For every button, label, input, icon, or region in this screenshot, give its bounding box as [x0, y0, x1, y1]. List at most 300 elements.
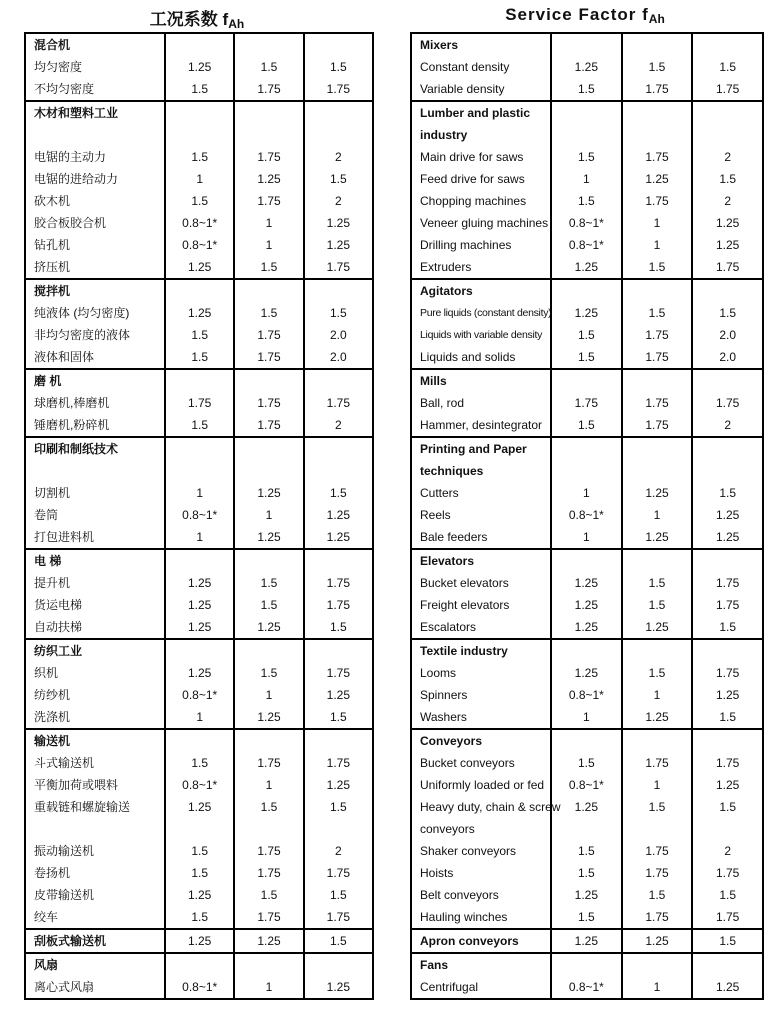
table-section: [26, 102, 372, 280]
factor-value: 1.5: [621, 594, 692, 616]
factor-value: [233, 640, 302, 662]
table-row: [412, 438, 762, 460]
factor-value: 1.25: [621, 930, 692, 952]
table-section: [412, 370, 762, 438]
factor-value: [691, 370, 762, 392]
table-section: [26, 34, 372, 102]
factor-value: 1.75: [233, 840, 302, 862]
table-row: [26, 550, 372, 572]
table-row: [412, 346, 762, 368]
table-row: [412, 594, 762, 616]
factor-value: [303, 370, 372, 392]
row-label: 自动扶梯: [34, 620, 83, 634]
factor-value: 1.5: [303, 482, 372, 504]
row-label: Ball, rod: [420, 396, 465, 410]
factor-value: 1: [621, 504, 692, 526]
factor-value: [691, 640, 762, 662]
category-label: 磨 机: [34, 374, 62, 388]
row-label: [26, 818, 164, 840]
table-row: [412, 392, 762, 414]
table-row: [412, 302, 762, 324]
factor-value: 2: [303, 414, 372, 436]
table-row: [26, 572, 372, 594]
table-section: [412, 438, 762, 550]
factor-value: 0.8~1*: [550, 774, 621, 796]
factor-value: 1.25: [691, 504, 762, 526]
factor-value: [621, 640, 692, 662]
factor-value: 1.25: [233, 526, 302, 548]
table-row: [26, 954, 372, 976]
factor-value: [303, 280, 372, 302]
factor-value: 1.5: [550, 414, 621, 436]
table-row: [412, 324, 762, 346]
factor-value: 1.75: [550, 392, 621, 414]
factor-value: [691, 280, 762, 302]
factor-value: 1.5: [164, 840, 233, 862]
table-row: [412, 550, 762, 572]
factor-value: 1.75: [691, 78, 762, 100]
factor-value: 1.75: [303, 752, 372, 774]
table-row: [26, 526, 372, 548]
table-section: [412, 640, 762, 730]
factor-value: 1.75: [621, 840, 692, 862]
factor-value: 1: [164, 706, 233, 728]
factor-value: 1.25: [550, 662, 621, 684]
row-label: Pure liquids (constant density): [420, 307, 552, 319]
factor-value: [691, 954, 762, 976]
factor-value: [303, 124, 372, 146]
factor-value: 1.75: [621, 346, 692, 368]
row-label: 纯液体 (均匀密度): [34, 306, 130, 320]
table-row: [26, 662, 372, 684]
row-label: Variable density: [420, 82, 505, 96]
factor-value: 1.5: [303, 56, 372, 78]
right-table-title-text: Service Factor f: [505, 5, 649, 24]
row-label: Reels: [420, 508, 451, 522]
row-label: Escalators: [420, 620, 477, 634]
factor-value: 1.5: [233, 884, 302, 906]
right-table-title: [410, 5, 760, 26]
table-row: [26, 706, 372, 728]
left-table-title: [24, 5, 370, 31]
factor-value: 1.25: [233, 482, 302, 504]
factor-value: 1.75: [233, 752, 302, 774]
category-label: Mills: [420, 374, 447, 388]
table-row: [412, 752, 762, 774]
factor-value: 1.5: [691, 796, 762, 818]
factor-value: 1.75: [621, 752, 692, 774]
table-row: [26, 146, 372, 168]
factor-value: 1.5: [621, 662, 692, 684]
factor-value: 1.75: [691, 572, 762, 594]
factor-value: 1.5: [691, 616, 762, 638]
factor-value: 1.25: [550, 594, 621, 616]
table-section: [26, 280, 372, 370]
factor-value: [233, 34, 302, 56]
factor-value: [164, 818, 233, 840]
row-label: Heavy duty, chain & screw: [420, 800, 561, 814]
row-label: 切割机: [34, 486, 71, 500]
table-row: [26, 730, 372, 752]
row-label: Constant density: [420, 60, 510, 74]
factor-value: 1.5: [233, 56, 302, 78]
table-section: [412, 34, 762, 102]
factor-value: 1.75: [621, 906, 692, 928]
category-label: 印刷和制纸技术: [34, 442, 119, 456]
table-row: [26, 124, 372, 146]
factor-value: [691, 438, 762, 460]
factor-value: 1: [164, 482, 233, 504]
factor-value: 1.75: [233, 324, 302, 346]
factor-value: 1.5: [164, 190, 233, 212]
row-label: 电锯的进给动力: [34, 172, 119, 186]
table-row: [26, 884, 372, 906]
category-label: techniques: [420, 464, 484, 478]
row-label: Drilling machines: [420, 238, 512, 252]
factor-value: 1.5: [691, 302, 762, 324]
row-label: Chopping machines: [420, 194, 527, 208]
table-row: [412, 78, 762, 100]
factor-value: [164, 34, 233, 56]
factor-value: 1.5: [621, 256, 692, 278]
factor-value: [691, 124, 762, 146]
factor-value: 1.75: [303, 906, 372, 928]
factor-value: 1.25: [550, 256, 621, 278]
row-label: Liquids with variable density: [420, 329, 543, 341]
row-label: Looms: [420, 666, 457, 680]
row-label: 洗涤机: [34, 710, 71, 724]
factor-value: 1.25: [164, 884, 233, 906]
table-row: [26, 796, 372, 818]
factor-value: 1.5: [303, 706, 372, 728]
category-label: 木材和塑料工业: [34, 106, 119, 120]
factor-value: 0.8~1*: [164, 504, 233, 526]
row-label: 斗式输送机: [34, 756, 95, 770]
table-row: [26, 504, 372, 526]
factor-value: [303, 954, 372, 976]
factor-value: 1.5: [550, 840, 621, 862]
factor-value: 1.25: [691, 212, 762, 234]
factor-value: 1.5: [691, 482, 762, 504]
factor-value: 1.25: [164, 662, 233, 684]
factor-value: 1: [233, 684, 302, 706]
factor-value: [550, 730, 621, 752]
factor-value: [233, 818, 302, 840]
factor-value: 1.25: [621, 706, 692, 728]
row-label: 均匀密度: [34, 60, 83, 74]
factor-value: 1.25: [164, 256, 233, 278]
factor-value: 1.5: [164, 862, 233, 884]
table-section: [26, 730, 372, 930]
factor-value: 2.0: [303, 346, 372, 368]
row-label: Main drive for saws: [420, 150, 524, 164]
factor-value: 1.5: [621, 302, 692, 324]
factor-value: 1.25: [164, 796, 233, 818]
table-row: [412, 460, 762, 482]
factor-value: 1.75: [691, 752, 762, 774]
factor-value: [164, 280, 233, 302]
factor-value: 1.5: [303, 796, 372, 818]
category-label: Conveyors: [420, 734, 483, 748]
table-row: [26, 212, 372, 234]
table-row: [26, 752, 372, 774]
factor-value: [550, 550, 621, 572]
row-label: 货运电梯: [34, 598, 83, 612]
row-label: 不均匀密度: [34, 82, 95, 96]
factor-value: 1.75: [233, 146, 302, 168]
factor-value: 1.25: [550, 572, 621, 594]
table-row: [412, 684, 762, 706]
factor-value: 1: [621, 976, 692, 998]
factor-value: 1.75: [621, 190, 692, 212]
category-label: Lumber and plastic: [420, 106, 531, 120]
factor-value: 1.25: [550, 884, 621, 906]
table-row: [26, 906, 372, 928]
factor-value: 1.25: [691, 234, 762, 256]
factor-value: 2: [303, 840, 372, 862]
table-row: [26, 234, 372, 256]
table-row: [26, 102, 372, 124]
table-row: [412, 862, 762, 884]
factor-value: [621, 370, 692, 392]
factor-value: 1: [550, 706, 621, 728]
table-row: [412, 840, 762, 862]
factor-value: 1.25: [164, 572, 233, 594]
row-label: 球磨机,棒磨机: [34, 396, 110, 410]
table-row: [26, 594, 372, 616]
factor-value: 1.75: [303, 256, 372, 278]
factor-value: 0.8~1*: [550, 212, 621, 234]
row-label: 纺纱机: [34, 688, 71, 702]
table-row: [412, 818, 762, 840]
factor-value: [691, 460, 762, 482]
table-section: [412, 930, 762, 954]
factor-value: 1.75: [233, 78, 302, 100]
category-label: Apron conveyors: [420, 934, 519, 948]
row-label: 锤磨机,粉碎机: [34, 418, 110, 432]
factor-value: 2.0: [691, 324, 762, 346]
factor-value: 2: [691, 146, 762, 168]
factor-value: 1: [164, 526, 233, 548]
factor-value: 1.5: [164, 752, 233, 774]
table-row: [26, 840, 372, 862]
factor-value: [303, 34, 372, 56]
table-row: [412, 212, 762, 234]
factor-value: 1.75: [621, 78, 692, 100]
table-section: [26, 550, 372, 640]
table-row: [26, 190, 372, 212]
factor-value: 0.8~1*: [550, 976, 621, 998]
factor-value: 1.75: [621, 392, 692, 414]
factor-value: 1.5: [303, 884, 372, 906]
table-row: [26, 684, 372, 706]
row-label: Bucket elevators: [420, 576, 509, 590]
factor-value: 1.25: [621, 168, 692, 190]
table-row: [412, 504, 762, 526]
factor-value: 1.25: [621, 526, 692, 548]
factor-value: 1.5: [233, 796, 302, 818]
factor-value: 1: [621, 684, 692, 706]
factor-value: 1.5: [691, 706, 762, 728]
factor-value: 1.75: [164, 392, 233, 414]
row-label: 钻孔机: [34, 238, 71, 252]
factor-value: 1.75: [621, 862, 692, 884]
factor-value: [550, 460, 621, 482]
factor-value: [621, 550, 692, 572]
table-row: [26, 438, 372, 460]
table-row: [412, 730, 762, 752]
row-label: Spinners: [420, 688, 468, 702]
table-row: [412, 482, 762, 504]
row-label: Washers: [420, 710, 467, 724]
factor-value: 0.8~1*: [164, 234, 233, 256]
factor-value: [233, 438, 302, 460]
factor-value: 1.75: [303, 572, 372, 594]
factor-value: [233, 954, 302, 976]
factor-value: 1.25: [164, 616, 233, 638]
factor-value: 1.25: [233, 930, 302, 952]
row-label: [26, 460, 164, 482]
row-label: 皮带输送机: [34, 888, 95, 902]
factor-value: 1.5: [691, 168, 762, 190]
table-section: [26, 438, 372, 550]
factor-value: 1.5: [164, 346, 233, 368]
table-row: [26, 392, 372, 414]
category-label: 输送机: [34, 734, 71, 748]
table-row: [412, 146, 762, 168]
factor-value: [691, 550, 762, 572]
factor-value: [550, 640, 621, 662]
factor-value: 1.25: [550, 56, 621, 78]
factor-value: 1.5: [164, 146, 233, 168]
factor-value: [233, 102, 302, 124]
factor-value: [233, 460, 302, 482]
table-row: [412, 102, 762, 124]
factor-value: 1.5: [550, 906, 621, 928]
factor-value: [621, 438, 692, 460]
factor-value: [303, 438, 372, 460]
table-row: [412, 168, 762, 190]
factor-value: 0.8~1*: [550, 234, 621, 256]
factor-value: 1.5: [164, 324, 233, 346]
table-row: [26, 346, 372, 368]
table-row: [26, 34, 372, 56]
left-table-title-subscript: Ah: [228, 17, 245, 31]
table-row: [412, 256, 762, 278]
factor-value: 1.5: [233, 594, 302, 616]
factor-value: 1.5: [303, 302, 372, 324]
factor-value: 1.5: [303, 168, 372, 190]
row-label: Hammer, desintegrator: [420, 418, 543, 432]
factor-value: 1: [621, 234, 692, 256]
table-section: [412, 280, 762, 370]
row-label: Cutters: [420, 486, 459, 500]
factor-value: 1.5: [691, 56, 762, 78]
factor-value: 0.8~1*: [164, 976, 233, 998]
factor-value: [621, 124, 692, 146]
factor-value: 1.5: [621, 56, 692, 78]
factor-value: [164, 640, 233, 662]
factor-value: 1: [233, 976, 302, 998]
factor-value: 1.25: [691, 774, 762, 796]
row-label: 离心式风扇: [34, 980, 95, 994]
category-label: Agitators: [420, 284, 473, 298]
table-row: [412, 662, 762, 684]
factor-value: [621, 818, 692, 840]
table-row: [412, 616, 762, 638]
factor-value: 1.25: [164, 302, 233, 324]
factor-value: [164, 370, 233, 392]
factor-value: 1.25: [303, 234, 372, 256]
table-row: [26, 370, 372, 392]
table-section: [412, 102, 762, 280]
factor-value: 1.75: [691, 392, 762, 414]
table-row: [26, 976, 372, 998]
table-section: [26, 640, 372, 730]
row-label: 砍木机: [34, 194, 71, 208]
row-label: 非均匀密度的液体: [34, 328, 131, 342]
factor-value: 1.5: [164, 78, 233, 100]
table-section: [412, 954, 762, 998]
row-label: 挤压机: [34, 260, 71, 274]
table-row: [412, 56, 762, 78]
factor-value: 0.8~1*: [164, 684, 233, 706]
table-row: [26, 460, 372, 482]
factor-value: [621, 460, 692, 482]
factor-value: 1: [621, 212, 692, 234]
row-label: 织机: [34, 666, 59, 680]
category-label: 纺织工业: [34, 644, 83, 658]
table-section: [26, 954, 372, 998]
factor-value: 2.0: [303, 324, 372, 346]
factor-value: 1.5: [233, 256, 302, 278]
factor-value: [164, 438, 233, 460]
factor-value: [621, 954, 692, 976]
table-row: [412, 640, 762, 662]
row-label: 胶合板胶合机: [34, 216, 107, 230]
table-row: [412, 954, 762, 976]
table-row: [26, 302, 372, 324]
factor-value: [164, 954, 233, 976]
row-label: 卷筒: [34, 508, 59, 522]
row-label: conveyors: [420, 822, 475, 836]
factor-value: [233, 370, 302, 392]
factor-value: 1.75: [691, 594, 762, 616]
factor-value: 1.75: [233, 862, 302, 884]
category-label: Mixers: [420, 38, 459, 52]
factor-value: 1: [621, 774, 692, 796]
factor-value: [621, 280, 692, 302]
factor-value: 1.75: [303, 78, 372, 100]
factor-value: 1.5: [550, 346, 621, 368]
table-row: [26, 616, 372, 638]
factor-value: 2: [691, 414, 762, 436]
factor-value: 1.25: [303, 526, 372, 548]
table-row: [412, 34, 762, 56]
table-row: [412, 280, 762, 302]
factor-value: 2: [691, 840, 762, 862]
factor-value: 1.25: [550, 302, 621, 324]
category-label: 搅拌机: [34, 284, 71, 298]
factor-value: 1.25: [164, 56, 233, 78]
factor-value: 1.25: [303, 774, 372, 796]
factor-value: 1: [550, 168, 621, 190]
row-label: Centrifugal: [420, 980, 479, 994]
factor-value: [691, 102, 762, 124]
factor-value: [550, 34, 621, 56]
table-row: [412, 706, 762, 728]
table-row: [412, 124, 762, 146]
